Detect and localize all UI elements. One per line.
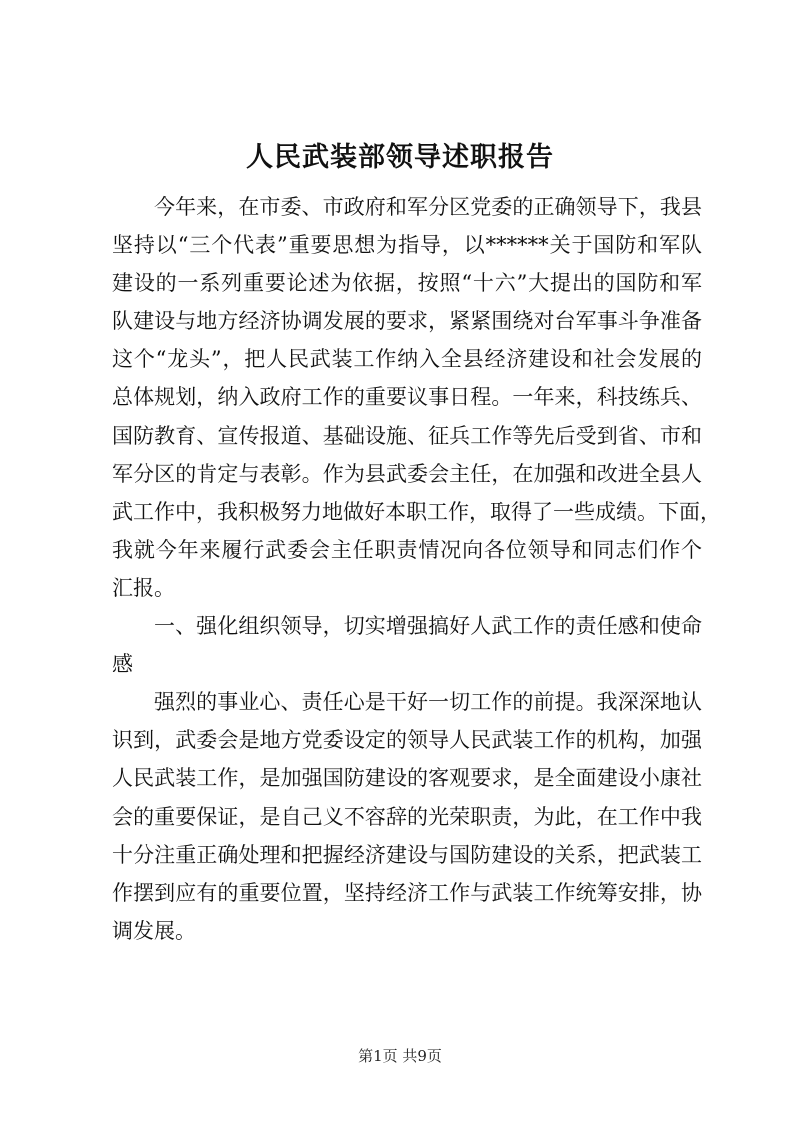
text-line: 汇报。: [112, 575, 175, 600]
text-line: 人民武装工作，是加强国防建设的客观要求，是全面建设小康社: [112, 766, 702, 791]
text-line: 十分注重正确处理和把握经济建设与国防建设的关系，把武装工: [112, 842, 702, 867]
text-line: 队建设与地方经济协调发展的要求，紧紧围绕对台军事斗争准备: [112, 309, 702, 334]
section-heading-line: 一、强化组织领导，切实增强搞好人武工作的责任感和使命: [154, 614, 702, 639]
document-body: [112, 188, 721, 950]
text-line: 作摆到应有的重要位置，坚持经济工作与武装工作统筹安排，协: [112, 880, 702, 905]
text-line: 我就今年来履行武委会主任职责情况向各位领导和同志们作个: [112, 537, 702, 562]
page-footer: 第1页 共9页: [358, 1047, 442, 1065]
text-line: 武工作中，我积极努力地做好本职工作，取得了一些成绩。下面，: [112, 499, 721, 524]
text-line: 坚持以“三个代表”重要思想为指导，以******关于国防和军队: [112, 233, 702, 258]
document-title: 人民武装部领导述职报告: [246, 142, 554, 173]
text-line: 调发展。: [112, 918, 196, 943]
text-line: 识到，武委会是地方党委设定的领导人民武装工作的机构，加强: [112, 728, 702, 753]
text-line: 总体规划，纳入政府工作的重要议事日程。一年来，科技练兵、: [112, 385, 702, 410]
text-line: 会的重要保证，是自己义不容辞的光荣职责，为此，在工作中我: [112, 804, 702, 829]
text-line: 军分区的肯定与表彰。作为县武委会主任，在加强和改进全县人: [112, 461, 702, 486]
text-line: 强烈的事业心、责任心是干好一切工作的前提。我深深地认: [154, 690, 702, 715]
text-line: 国防教育、宣传报道、基础设施、征兵工作等先后受到省、市和: [112, 423, 702, 448]
section-heading-line: 感: [112, 652, 133, 677]
text-line: 这个“龙头”，把人民武装工作纳入全县经济建设和社会发展的: [112, 347, 702, 372]
text-line: 建设的一系列重要论述为依据，按照“十六”大提出的国防和军: [112, 271, 702, 296]
text-line: 今年来，在市委、市政府和军分区党委的正确领导下，我县: [154, 195, 702, 219]
